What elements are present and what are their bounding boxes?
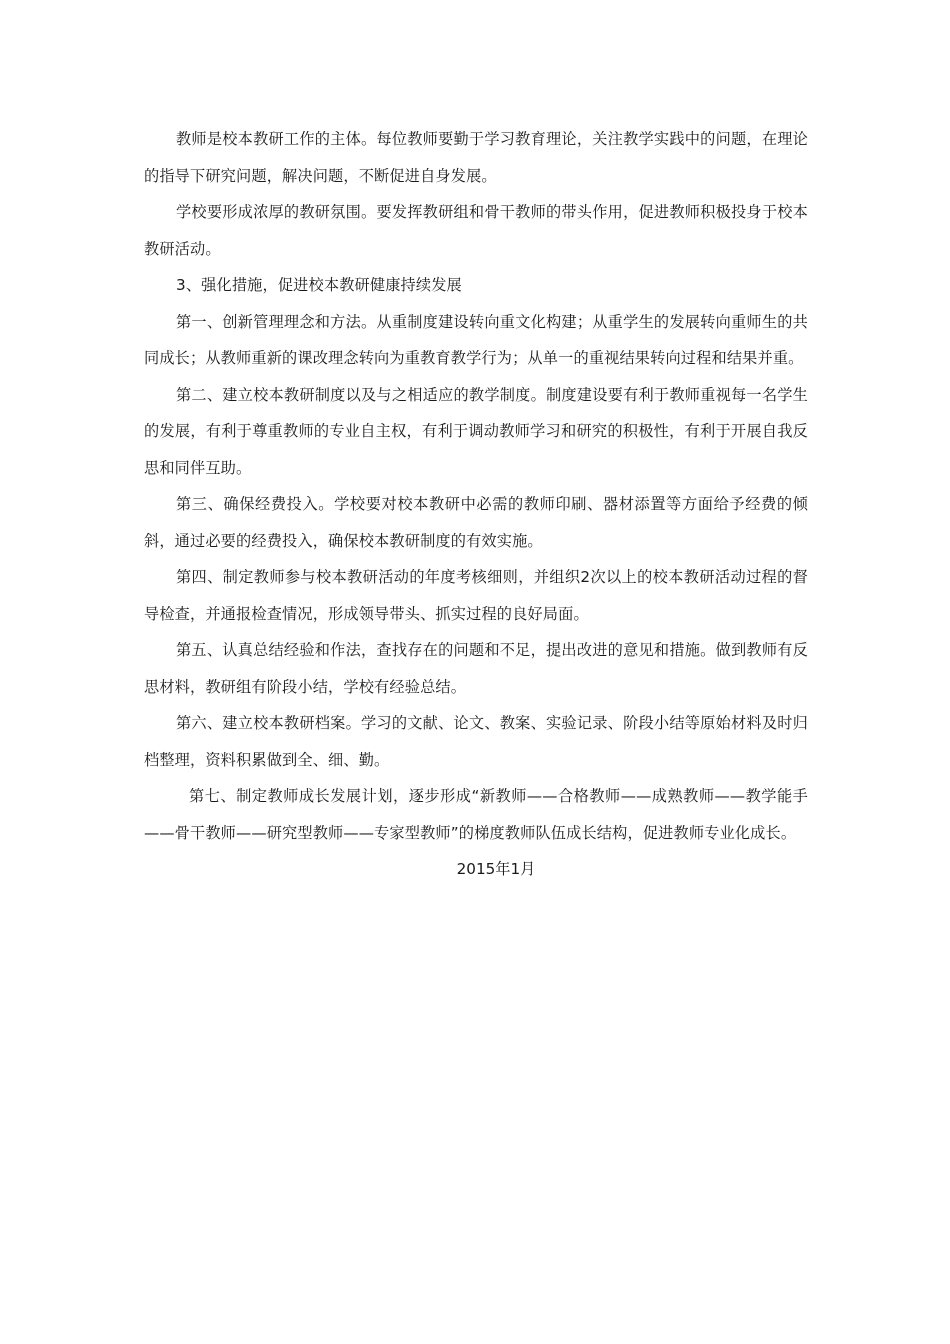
paragraph-measure-6: 第六、建立校本教研档案。学习的文献、论文、教案、实验记录、阶段小结等原始材料及时归档整理，资料积累做到全、细、勤。	[144, 714, 808, 769]
document-page	[144, 121, 808, 888]
paragraph-measure-1: 第一、创新管理理念和方法。从重制度建设转向重文化构建；从重学生的发展转向重师生的共同成长；从教师重新的课改理念转向为重教育教学行为；从单一的重视结果转向过程和结果并重。	[144, 312, 808, 367]
paragraph-teacher-subject: 教师是校本教研工作的主体。每位教师要勤于学习教育理论，关注教学实践中的问题，在理论的指导下研究问题，解决问题，不断促进自身发展。	[144, 130, 808, 185]
paragraph-measure-3: 第三、确保经费投入。学校要对校本教研中必需的教师印刷、器材添置等方面给予经费的倾斜，通过必要的经费投入，确保校本教研制度的有效实施。	[144, 495, 808, 550]
document-date: 2015年1月	[456, 860, 536, 878]
paragraph-measure-5: 第五、认真总结经验和作法，查找存在的问题和不足，提出改进的意见和措施。做到教师有反思材料，教研组有阶段小结，学校有经验总结。	[144, 641, 808, 696]
paragraph-research-atmosphere: 学校要形成浓厚的教研氛围。要发挥教研组和骨干教师的带头作用，促进教师积极投身于校本教研活动。	[144, 203, 808, 258]
paragraph-measure-7: 第七、制定教师成长发展计划，逐步形成“新教师——合格教师——成熟教师——教学能手——骨干教师——研究型教师——专家型教师”的梯度教师队伍成长结构，促进教师专业化成长。	[144, 787, 808, 842]
section-heading-measures: 3、强化措施，促进校本教研健康持续发展	[176, 276, 462, 294]
paragraph-measure-2: 第二、建立校本教研制度以及与之相适应的教学制度。制度建设要有利于教师重视每一名学生的发展，有利于尊重教师的专业自主权，有利于调动教师学习和研究的积极性，有利于开展自我反思和同伴互助。	[144, 385, 808, 477]
paragraph-measure-4: 第四、制定教师参与校本教研活动的年度考核细则，并组织2次以上的校本教研活动过程的督导检查，并通报检查情况，形成领导带头、抓实过程的良好局面。	[144, 568, 808, 623]
